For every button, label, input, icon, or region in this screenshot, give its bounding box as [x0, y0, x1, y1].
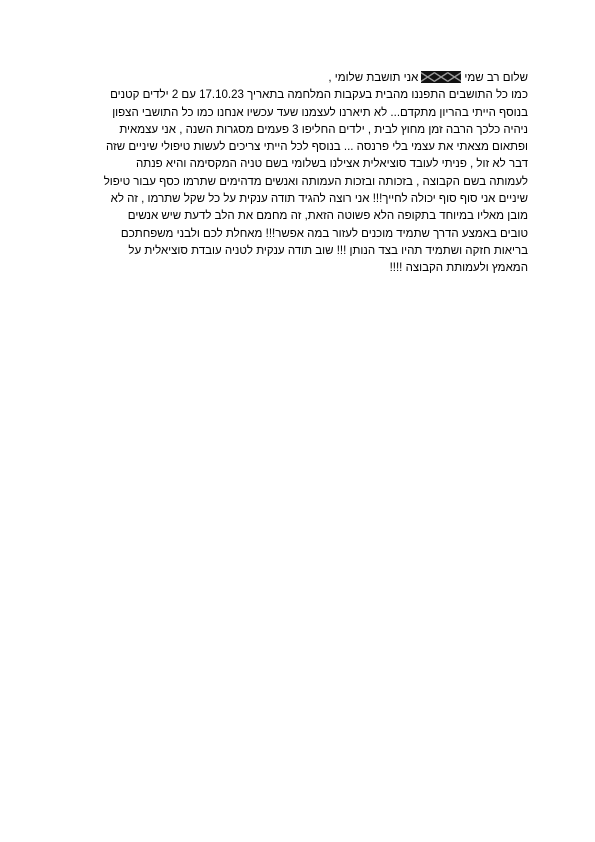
text-line: ניהיה כלכך הרבה זמן מחוץ לבית , ילדים החליפו 3 פעמים מסגרות השנה , אני עצמאית [119, 123, 528, 136]
greeting-line [68, 70, 528, 87]
text-line: דבר לא זול , פניתי לעובד סוציאלית אצילנו בשלומי בשם טניה המקסימה והיא פנתה [135, 158, 528, 171]
letter-body [68, 70, 528, 278]
text-line: בנוסף הייתי בהריון מתקדם... לא תיארנו לעצמנו שעד עכשיו אנחנו כמו כל התושבי הצפון [112, 106, 528, 119]
text-line: מובן מאליו במיוחד בתקופה הלא פשוטה הזאת, זה מחמם את הלב לדעת שיש אנשים [127, 210, 528, 223]
redacted-name-block [421, 71, 461, 83]
text-line: המאמץ ולעמותת הקבוצה !!!! [389, 262, 528, 275]
text-line: כמו כל התושבים התפננו מהבית בעקבות המלחמה בתאריך 17.10.23 עם 2 ילדים קטנים [110, 89, 528, 102]
text-line: בריאות חזקה ושתמיד תהיו בצד הנותן !!! שוב תודה ענקית לטניה עובדת סוציאלית על [128, 244, 528, 257]
greeting-before-name: שלום רב שמי [464, 72, 528, 84]
greeting-after-name: אני תושבת שלומי , [328, 72, 419, 84]
text-line: טובים באמצע הדרך שתמיד מוכנים לעזור במה אפשר!!! מאחלת לכם ולבני משפחתכם [120, 227, 528, 240]
text-line: שיניים אני סוף סוף יכולה לחייך!!! אני רוצה להגיד תודה ענקית על כל שקל שתרמו , זה לא [110, 193, 528, 206]
text-line: לעמותה בשם הקבוצה , בזכותה ובזכות העמותה ואנשים מדהימים שתרמו כסף עבור טיפול [103, 175, 528, 188]
text-line: ופתאום מצאתי את עצמי בלי פרנסה ... בנוסף לכל הייתי צריכים לעשות טיפולי שיניים שזה [105, 141, 528, 154]
